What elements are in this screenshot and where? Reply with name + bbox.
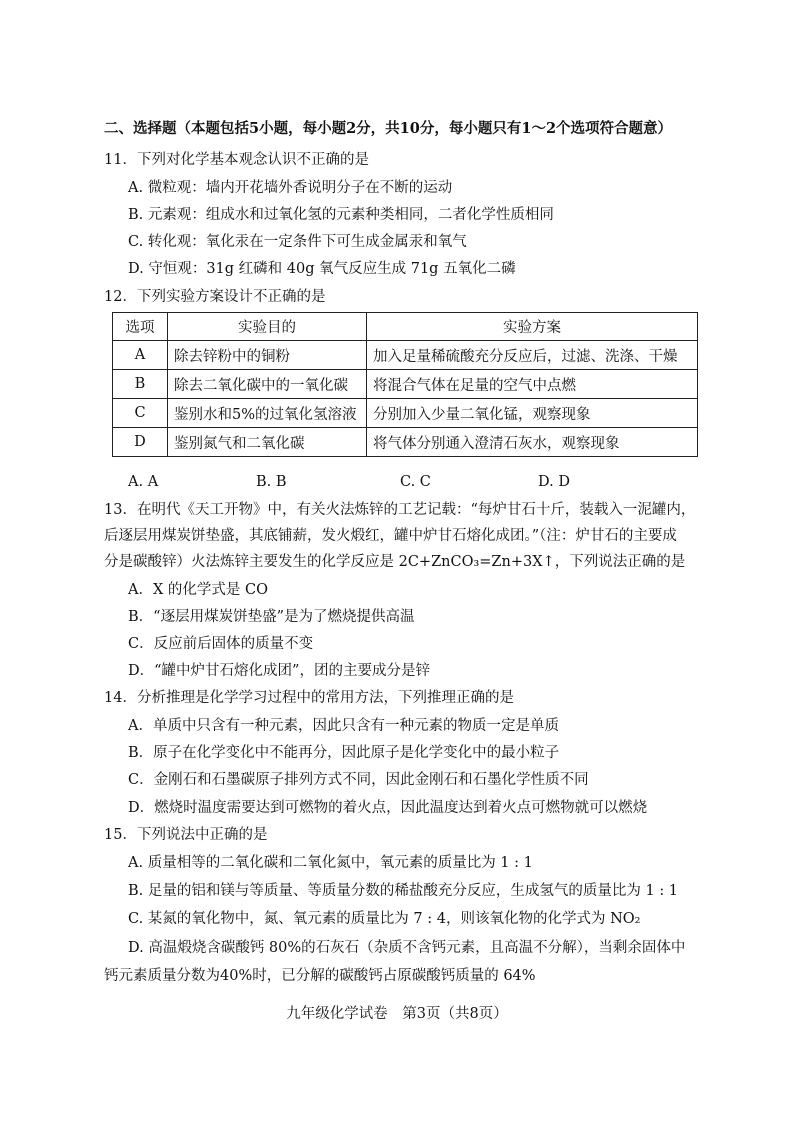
question-13-option-b: B．“逐层用煤炭饼垫盛”是为了燃烧提供高温 (128, 609, 415, 625)
question-15-option-d: D. 高温煅烧含碳酸钙 80%的石灰石（杂质不含钙元素，且高温不分解），当剩余固体中 (128, 940, 686, 956)
question-12-choice-d: D. D (538, 474, 570, 490)
question-15-option-b: B. 足量的铝和镁与等质量、等质量分数的稀盐酸充分反应，生成氢气的质量比为 1 : 1 (128, 883, 679, 899)
question-14-option-b: B．原子在化学变化中不能再分，因此原子是化学变化中的最小粒子 (128, 745, 560, 761)
table-cell-purpose: 除去二氧化碳中的一氧化碳 (168, 370, 367, 399)
table-row (113, 428, 698, 457)
table-cell-plan: 分别加入少量二氧化锰，观察现象 (367, 399, 698, 428)
table-header-purpose: 实验目的 (168, 313, 367, 341)
question-14-option-a: A．单质中只含有一种元素，因此只含有一种元素的物质一定是单质 (128, 718, 559, 734)
question-13-line-1: 13．在明代《天工开物》中，有关火法炼锌的工艺记载：“每炉甘石十斤，装载入一泥罐内， (104, 502, 696, 518)
question-15-option-d-continuation: 钙元素质量分数为40%时，已分解的碳酸钙占原碳酸钙质量的 64% (104, 968, 536, 984)
question-15-option-c: C. 某氮的氧化物中，氮、氧元素的质量比为 7 : 4，则该氧化物的化学式为 NO₂ (128, 911, 641, 927)
question-12-choice-b: B. B (256, 474, 287, 490)
table-cell-plan: 将混合气体在足量的空气中点燃 (367, 370, 698, 399)
table-cell-option: B (113, 370, 168, 399)
question-11-option-a: A. 微粒观：墙内开花墙外香说明分子在不断的运动 (128, 180, 453, 196)
question-12-stem: 12．下列实验方案设计不正确的是 (104, 289, 326, 305)
question-12-choice-a: A. A (128, 474, 159, 490)
table-header-option: 选项 (113, 313, 168, 341)
table-cell-option: A (113, 341, 168, 370)
experiment-table (112, 312, 698, 457)
table-row (113, 341, 698, 370)
table-header-plan: 实验方案 (367, 313, 698, 341)
question-11-option-d: D. 守恒观：31g 红磷和 40g 氧气反应生成 71g 五氧化二磷 (128, 261, 516, 277)
table-cell-purpose: 鉴别氮气和二氧化碳 (168, 428, 367, 457)
question-11-stem: 11．下列对化学基本观念认识不正确的是 (104, 152, 369, 168)
question-11-option-b: B. 元素观：组成水和过氧化氢的元素种类相同，二者化学性质相同 (128, 207, 554, 223)
question-12-choice-c: C. C (400, 474, 431, 490)
question-13-line-2: 后逐层用煤炭饼垫盛，其底铺薪，发火煅红，罐中炉甘石熔化成团。”（注：炉甘石的主要成 (104, 528, 677, 544)
table-cell-option: C (113, 399, 168, 428)
table-cell-plan: 加入足量稀硫酸充分反应后，过滤、洗涤、干燥 (367, 341, 698, 370)
question-13-option-a: A．X 的化学式是 CO (128, 582, 268, 598)
page-footer: 九年级化学试卷 第3页（共8页） (286, 1006, 508, 1022)
question-14-option-d: D．燃烧时温度需要达到可燃物的着火点，因此温度达到着火点可燃物就可以燃烧 (128, 800, 648, 816)
question-13-option-d: D．“罐中炉甘石熔化成团”，团的主要成分是锌 (128, 663, 430, 679)
table-row (113, 399, 698, 428)
table-cell-purpose: 除去锌粉中的铜粉 (168, 341, 367, 370)
table-cell-option: D (113, 428, 168, 457)
table-cell-purpose: 鉴别水和5%的过氧化氢溶液 (168, 399, 367, 428)
question-14-option-c: C．金刚石和石墨碳原子排列方式不同，因此金刚石和石墨化学性质不同 (128, 772, 589, 788)
question-13-line-3: 分是碳酸锌）火法炼锌主要发生的化学反应是 2C+ZnCO₃=Zn+3X↑，下列说法正确的是 (104, 554, 686, 570)
question-15-stem: 15．下列说法中正确的是 (104, 827, 268, 843)
section-header: 二、选择题（本题包括5小题，每小题2分，共10分，每小题只有1～2个选项符合题意） (104, 120, 673, 137)
question-11-option-c: C. 转化观：氧化汞在一定条件下可生成金属汞和氧气 (128, 234, 467, 250)
question-13-option-c: C．反应前后固体的质量不变 (128, 636, 314, 652)
question-15-option-a: A. 质量相等的二氧化碳和二氧化氮中，氧元素的质量比为 1 : 1 (128, 855, 533, 871)
question-14-stem: 14．分析推理是化学学习过程中的常用方法，下列推理正确的是 (104, 690, 514, 706)
table-header-row (113, 313, 698, 341)
table-cell-plan: 将气体分别通入澄清石灰水，观察现象 (367, 428, 698, 457)
table-row (113, 370, 698, 399)
